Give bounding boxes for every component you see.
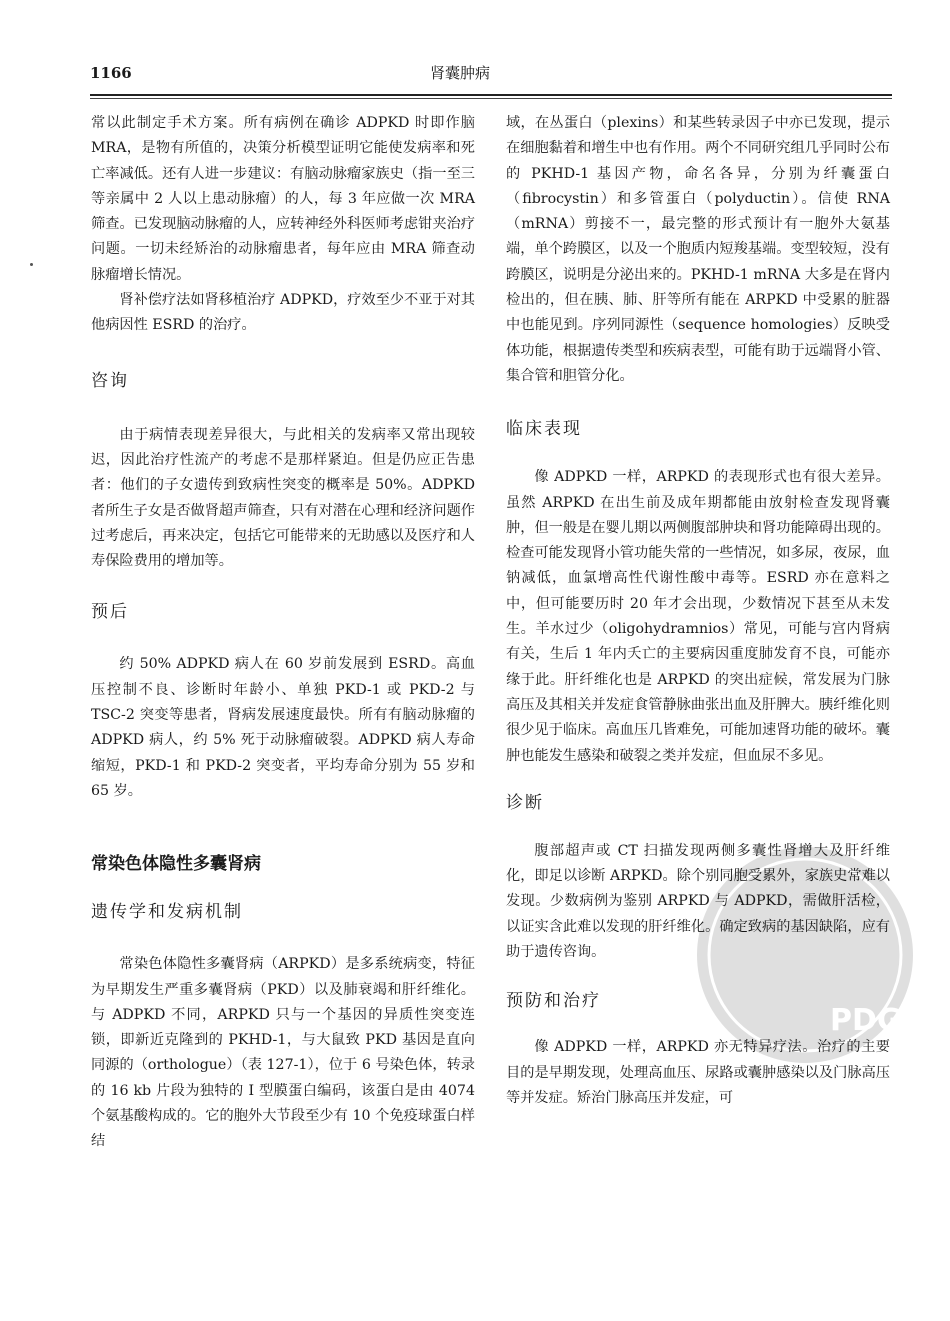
body-paragraph: 腹部超声或 CT 扫描发现两侧多囊性肾增大及肝纤维化，即足以诊断 ARPKD。除个别同胞受累外，家族史常难以发现。少数病例为鉴别 ARPKD 与 ADPKD，需做肝活检，以证实含此难以发现的肝纤维化。确定致病的基因缺陷，应有助于遗传咨询。 [506, 842, 890, 961]
body-paragraph: 像 ADPKD 一样，ARPKD 的表现形式也有很大差异。虽然 ARPKD 在出生前及成年期都能由放射检查发现肾囊肿，但一般是在婴儿期以两侧腹部肿块和肾功能障碍出现的。检查可能发现肾小管功能失常的一些情况，如多尿，夜尿，血钠减低，血氯增高性代谢性酸中毒等。ESRD 亦在意料之中，但可能要历时 20 年才会出现，少数情况下甚至从未发生。羊水过少（oligohydramnios）常见，可能与宫内肾病有关，生后 1 年内夭亡的主要病因重度肺发育不良，可能亦缘于此。肝纤维化也是 ARPKD 的突出症候，常发展为门脉高压及其相关并发症食管静脉曲张出血及肝脾大。胰纤维化则很少见于临床。高血压几皆难免，可能加速肾功能的破坏。囊肿也能发生感染和破裂之类并发症，但血尿不多见。 [506, 469, 890, 764]
section-heading-prevention: 预防和治疗 [506, 991, 601, 1012]
section-heading-prognosis: 预后 [91, 602, 129, 623]
header-rule [90, 94, 892, 96]
running-title: 肾囊肿病 [430, 64, 491, 82]
body-paragraph: 肾补偿疗法如肾移植治疗 ADPKD，疗效至少不亚于对其他病因性 ESRD 的治疗。 [91, 292, 475, 334]
header-rule-thin [90, 98, 892, 99]
section-heading-consult: 咨询 [91, 370, 129, 391]
section-heading-clinical: 临床表现 [506, 419, 582, 440]
left-column [91, 111, 475, 1155]
body-paragraph: 像 ADPKD 一样，ARPKD 亦无特异疗法。治疗的主要目的是早期发现，处理高血压、尿路或囊肿感染以及门脉高压等并发症。矫治门脉高压并发症，可 [506, 1039, 890, 1106]
body-paragraph: 常以此制定手术方案。所有病例在确诊 ADPKD 时即作脑 MRA，是物有所值的，决策分析模型证明它能使发病率和死亡率减低。还有人进一步建议：有脑动脉瘤家族史（指一至三等亲属中 2 人以上患动脉瘤）的人，每 3 年应做一次 MRA 筛查。已发现脑动脉瘤的人，应转神经外科医师考虑钳夹治疗问题。一切未经矫治的动脉瘤患者，每年应由 MRA 筛查动脉瘤增长情况。 [91, 115, 475, 283]
watermark-text: PDG [830, 1003, 902, 1038]
body-paragraph: 常染色体隐性多囊肾病（ARPKD）是多系统病变，特征为早期发生严重多囊肾病（PKD）以及肺衰竭和肝纤维化。与 ADPKD 不同，ARPKD 只与一个基因的异质性突变连锁，即新近克隆到的 PKHD-1，与大鼠致 PKD 基因是直向同源的（orthologue）（表 127-1），位于 6 号染色体，转录的 16 kb 片段为独特的 I 型膜蛋白编码，该蛋白是由 4074 个氨基酸构成的。它的胞外大节段至少有 10 个免疫球蛋白样结 [91, 956, 475, 1150]
body-paragraph: 由于病情表现差异很大，与此相关的发病率又常出现较迟，因此治疗性流产的考虑不是那样紧迫。但是仍应正告患者：他们的子女遗传到致病性突变的概率是 50%。ADPKD 者所生子女是否做肾超声筛查，只有对潜在心理和经济问题作过考虑后，再来决定，包括它可能带来的无助感以及医疗和人寿保险费用的增加等。 [91, 426, 475, 570]
chapter-heading-arpkd: 常染色体隐性多囊肾病 [91, 854, 261, 875]
body-paragraph: 域，在丛蛋白（plexins）和某些转录因子中亦已发现，提示在细胞黏着和增生中也有作用。两个不同研究组几乎同时公布的 PKHD-1 基因产物，命名各异，分别为纤囊蛋白（fibrocystin）和多管蛋白（polyductin）。信使 RNA（mRNA）剪接不一，最完整的形式预计有一胞外大氨基端，单个跨膜区，以及一个胞质内短羧基端。变型较短，没有跨膜区，说明是分泌出来的。PKHD-1 mRNA 大多是在肾内检出的，但在胰、肺、肝等所有能在 ARPKD 中受累的脏器中也能见到。序列同源性（sequence homologies）反映受体功能，根据遗传类型和疾病表型，可能有助于远端肾小管、集合管和胆管分化。 [506, 115, 890, 384]
body-paragraph: 约 50% ADPKD 病人在 60 岁前发展到 ESRD。高血压控制不良、诊断时年龄小、单独 PKD-1 或 PKD-2 与 TSC-2 突变等患者，肾病发展速度最快。所有有脑动脉瘤的 ADPKD 病人，约 5% 死于动脉瘤破裂。ADPKD 病人寿命缩短，PKD-1 和 PKD-2 突变者，平均寿命分别为 55 岁和 65 岁。 [91, 656, 475, 799]
scan-speck [30, 263, 33, 266]
section-heading-genetics: 遗传学和发病机制 [91, 902, 243, 923]
page-number: 1166 [90, 64, 132, 82]
section-heading-diagnosis: 诊断 [506, 792, 544, 813]
pdg-watermark-seal [690, 840, 920, 1070]
